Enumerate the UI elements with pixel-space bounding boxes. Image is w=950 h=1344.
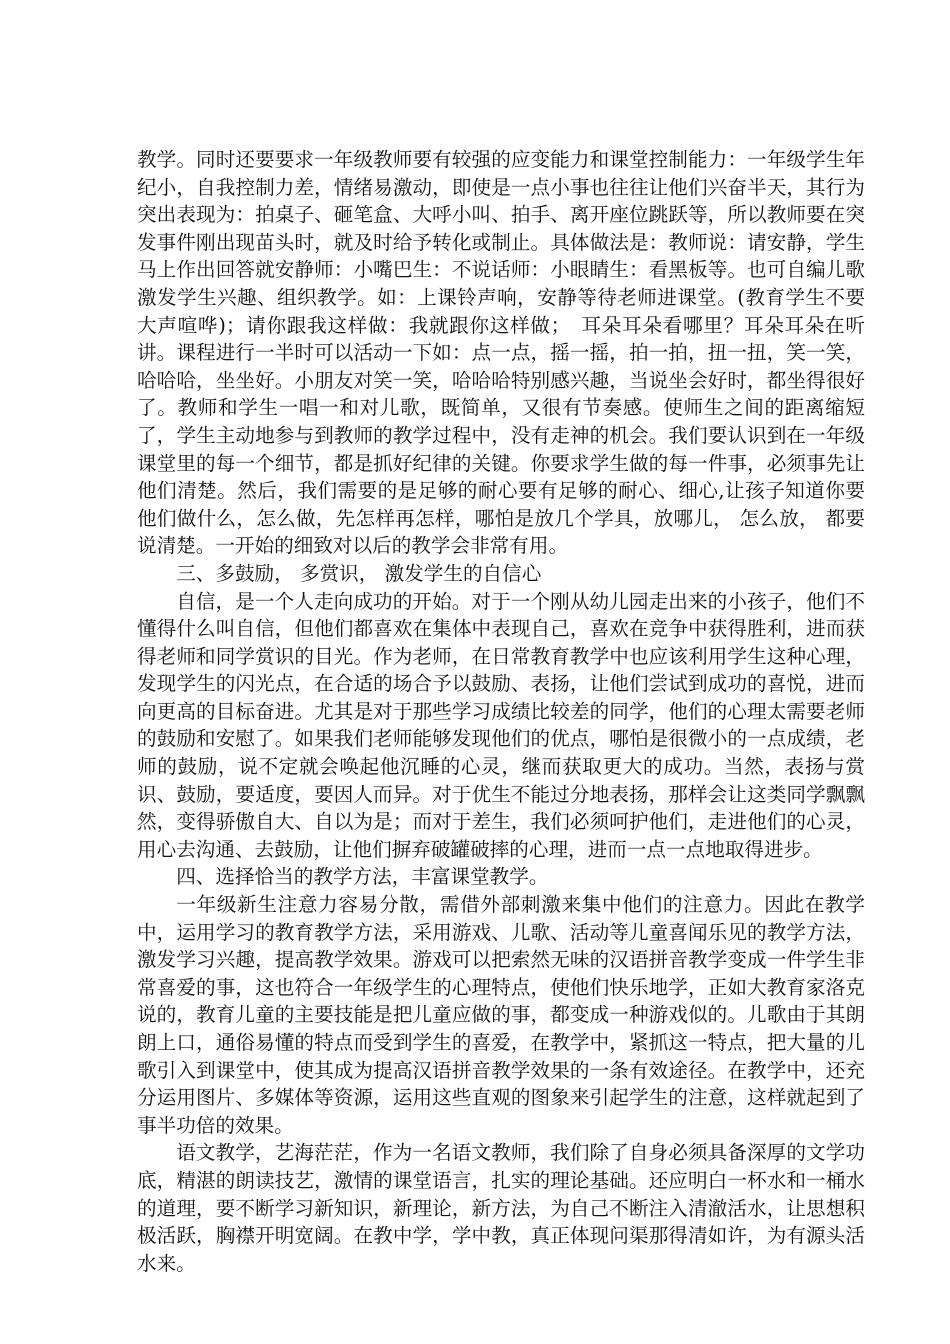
section-heading-4: 四、选择恰当的教学方法，丰富课堂教学。 xyxy=(176,865,549,889)
paragraph-teaching-methods: 一年级新生注意力容易分散，需借外部刺激来集中他们的注意力。因此在教学中，运用学习的教育教学方法，采用游戏、儿歌、活动等儿童喜闻乐见的教学方法，激发学习兴趣，提高教学效果。游戏可以把索然无味的汉语拼音教学变成一件学生非常喜爱的事，这也符合一年级学生的心理特点，使他们快乐地学，正如大教育家洛克说的，教育儿童的主要技能是把儿童应做的事，都变成一种游戏似的。儿歌由于其朗朗上口，通俗易懂的特点而受到学生的喜爱，在教学中，紧抓这一特点，把大量的儿歌引入到课堂中，使其成为提高汉语拼音教学效果的一条有效途径。在教学中，还充分运用图片、多媒体等资源，运用这些直观的图象来引起学生的注意，这样就起到了事半功倍的效果。 xyxy=(137,893,865,1137)
paragraph-conclusion: 语文教学，艺海茫茫，作为一名语文教师，我们除了自身必须具备深厚的文学功底，精湛的朗读技艺，激情的课堂语言，扎实的理论基础。还应明白一杯水和一桶水的道理，要不断学习新知识，新理论，新方法，为自己不断注入清澈活水，让思想积极活跃，胸襟开明宽阔。在教中学，学中教，真正体现问渠那得清如许，为有源头活水来。 xyxy=(137,1141,865,1275)
document-page xyxy=(137,146,865,1277)
section-heading-3: 三、多鼓励， 多赏识， 激发学生的自信心 xyxy=(176,561,542,585)
paragraph-continuation: 教学。同时还要要求一年级教师要有较强的应变能力和课堂控制能力：一年级学生年纪小，自我控制力差，情绪易激动，即使是一点小事也往往让他们兴奋半天，其行为突出表现为：拍桌子、砸笔盒、大呼小叫、拍手、离开座位跳跃等，所以教师要在突发事件刚出现苗头时，就及时给予转化或制止。具体做法是：教师说：请安静，学生马上作出回答就安静师：小嘴巴生：不说话师：小眼睛生：看黑板等。也可自编儿歌激发学生兴趣、组织教学。如：上课铃声响，安静等待老师进课堂。(教育学生不要大声喧哗)；请你跟我这样做：我就跟你这样做； 耳朵耳朵看哪里？耳朵耳朵在听讲。课程进行一半时可以活动一下如：点一点，摇一摇，拍一拍，扭一扭，笑一笑，哈哈哈，坐坐好。小朋友对笑一笑，哈哈哈特别感兴趣，当说坐会好时，都坐得很好了。教师和学生一唱一和对儿歌，既简单，又很有节奏感。使师生之间的距离缩短了，学生主动地参与到教师的教学过程中，没有走神的机会。我们要认识到在一年级课堂里的每一个细节，都是抓好纪律的关键。你要求学生做的每一件事，必须事先让他们清楚。然后，我们需要的是足够的耐心要有足够的耐心、细心,让孩子知道你要他们做什么，怎么做，先怎样再怎样，哪怕是放几个学具，放哪儿， 怎么放， 都要说清楚。一开始的细致对以后的教学会非常有用。 xyxy=(137,148,865,558)
paragraph-confidence: 自信，是一个人走向成功的开始。对于一个刚从幼儿园走出来的小孩子，他们不懂得什么叫自信，但他们都喜欢在集体中表现自己，喜欢在竞争中获得胜利，进而获得老师和同学赏识的目光。作为老师，在日常教育教学中也应该利用学生这种心理，发现学生的闪光点，在合适的场合予以鼓励、表扬，让他们尝试到成功的喜悦，进而向更高的目标奋进。尤其是对于那些学习成绩比较差的同学，他们的心理太需要老师的鼓励和安慰了。如果我们老师能够发现他们的优点，哪怕是很微小的一点成绩，老师的鼓励，说不定就会唤起他沉睡的心灵，继而获取更大的成功。当然，表扬与赏识、鼓励，要适度，要因人而异。对于优生不能过分地表扬，那样会让这类同学飘飘然，变得骄傲自大、自以为是；而对于差生，我们必须呵护他们，走进他们的心灵，用心去沟通、去鼓励，让他们摒弃破罐破摔的心理，进而一点一点地取得进步。 xyxy=(137,589,865,861)
